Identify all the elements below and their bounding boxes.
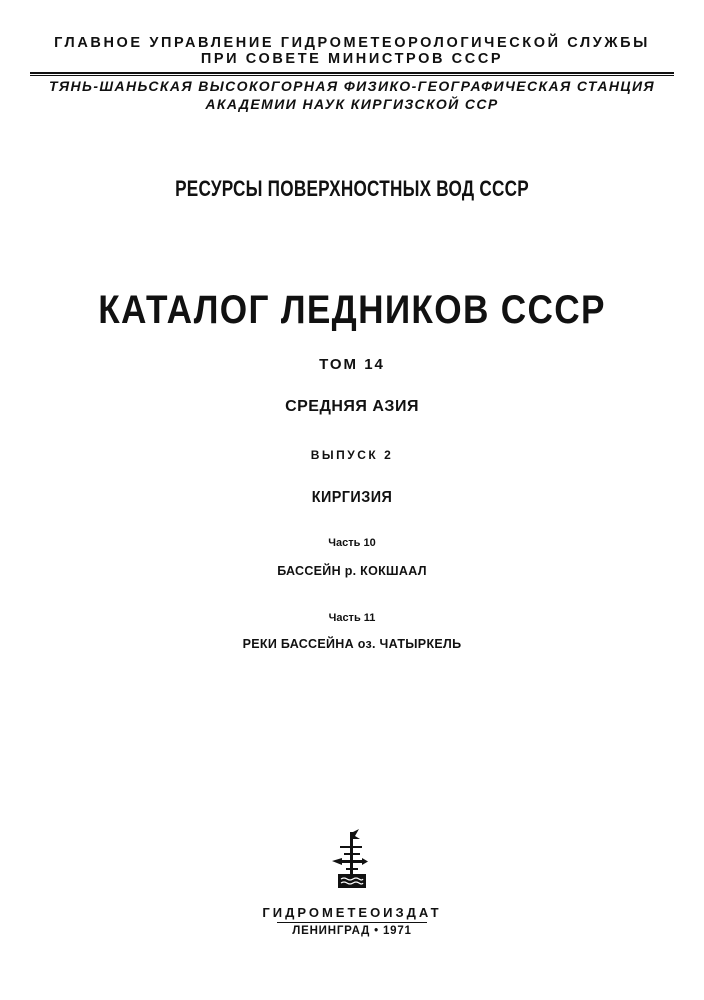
issue-label: ВЫПУСК 2 <box>310 448 394 462</box>
publisher-divider <box>277 922 427 923</box>
weathervane-icon <box>322 828 382 890</box>
part-title-10: БАССЕЙН р. КОКШААЛ <box>277 564 427 578</box>
part-title-11: РЕКИ БАССЕЙНА оз. ЧАТЫРКЕЛЬ <box>242 637 462 651</box>
part-label-10: Часть 10 <box>328 537 376 549</box>
header-divider-thin <box>30 75 674 76</box>
station-line-1: ТЯНЬ-ШАНЬСКАЯ ВЫСОКОГОРНАЯ ФИЗИКО-ГЕОГРАФИЧЕСКАЯ СТАНЦИЯ <box>48 78 656 94</box>
republic-label: КИРГИЗИЯ <box>311 489 393 506</box>
organization-line-1: ГЛАВНОЕ УПРАВЛЕНИЕ ГИДРОМЕТЕОРОЛОГИЧЕСКОЙ СЛУЖБЫ <box>54 35 650 51</box>
header-divider-thick <box>30 72 674 74</box>
station-line-2: АКАДЕМИИ НАУК КИРГИЗСКОЙ ССР <box>205 96 499 112</box>
organization-line-2: ПРИ СОВЕТЕ МИНИСТРОВ СССР <box>200 51 504 67</box>
series-title: РЕСУРСЫ ПОВЕРХНОСТНЫХ ВОД СССР <box>175 176 529 201</box>
volume-label: ТОМ 14 <box>319 356 385 373</box>
part-label-11: Часть 11 <box>328 612 376 624</box>
region-label: СРЕДНЯЯ АЗИЯ <box>285 398 419 415</box>
publisher-imprint: ЛЕНИНГРАД • 1971 <box>292 925 412 937</box>
main-title: КАТАЛОГ ЛЕДНИКОВ СССР <box>98 288 606 332</box>
publisher-name: ГИДРОМЕТЕОИЗДАТ <box>262 905 442 920</box>
